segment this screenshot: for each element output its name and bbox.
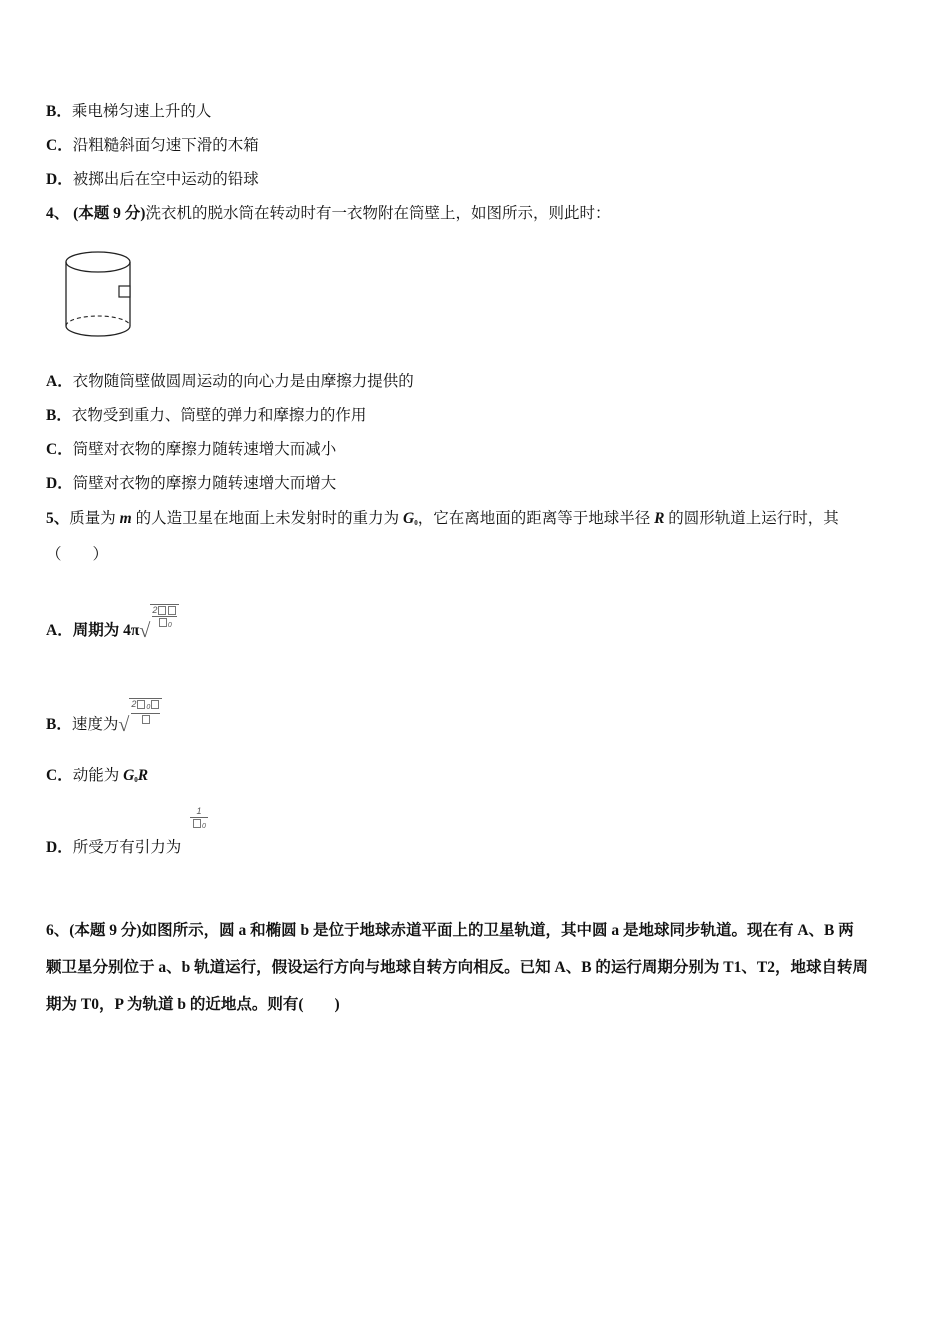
- cylinder-figure: [62, 248, 136, 340]
- question-number: 5、: [46, 510, 70, 527]
- question-number: 6、: [46, 922, 70, 939]
- option-text: 周期为 4π: [72, 622, 140, 639]
- var-r: R: [137, 767, 149, 784]
- q6-line-1: [46, 921, 854, 941]
- option-text: 乘电梯匀速上升的人: [71, 103, 212, 120]
- q4-option-b: [46, 406, 366, 426]
- question-text: 洗衣机的脱水筒在转动时有一衣物附在筒壁上，如图所示，则此时：: [145, 205, 611, 222]
- frac-numerator: 1: [196, 806, 202, 816]
- sqrt-icon: √: [118, 714, 130, 736]
- option-label: A．: [46, 373, 73, 390]
- sqrt-icon: √: [139, 620, 151, 642]
- question-text: 如图所示，圆 a 和椭圆 b 是位于地球赤道平面上的卫星轨道，其中圆 a 是地球同步轨道。现在有 A、B 两: [141, 922, 854, 939]
- option-label: B．: [46, 103, 72, 120]
- option-text: 筒壁对衣物的摩擦力随转速增大而增大: [72, 475, 337, 492]
- q5-option-a: [46, 604, 179, 641]
- cloth-icon: [119, 286, 130, 297]
- option-text: 衣物受到重力、筒壁的弹力和摩擦力的作用: [71, 407, 367, 424]
- var-r: R: [654, 510, 665, 527]
- option-label: B．: [46, 716, 72, 733]
- subscript: 0: [146, 704, 151, 711]
- question-score: (本题 9 分): [73, 205, 146, 222]
- q5-blank: （ ）: [46, 546, 109, 563]
- stem-text: 的圆形轨道上运行时，其: [664, 510, 839, 527]
- stem-text: ，它在离地面的距离等于地球半径: [417, 510, 655, 527]
- stem-text: 的人造卫星在地面上未发射时的重力为: [131, 510, 403, 527]
- question-number: 4、: [46, 205, 70, 222]
- q3-option-c: [46, 136, 259, 156]
- question-score: (本题 9 分): [69, 922, 142, 939]
- option-text: 沿粗糙斜面匀速下滑的木箱: [72, 137, 259, 154]
- subscript: 0: [167, 622, 172, 629]
- frac-numerator: 2: [131, 699, 137, 709]
- q5-stem: [46, 509, 839, 533]
- q4-option-a: [46, 372, 414, 392]
- q3-option-d: [46, 170, 259, 190]
- option-label: D．: [46, 839, 73, 856]
- option-label: C．: [46, 137, 73, 154]
- q5-option-d: [46, 838, 181, 858]
- sqrt-formula-a: [139, 604, 179, 641]
- option-text: 被掷出后在空中运动的铅球: [72, 171, 259, 188]
- option-text: 动能为: [72, 767, 124, 784]
- q4-stem: [46, 204, 610, 224]
- q6-line-2: 颗卫星分别位于 a、b 轨道运行，假设运行方向与地球自转方向相反。已知 A、B 的运行周期分别为 T1、T2，地球自转周: [46, 959, 868, 976]
- option-label: D．: [46, 171, 73, 188]
- subscript: 0: [202, 823, 206, 830]
- option-label: C．: [46, 441, 73, 458]
- sqrt-formula-b: [118, 698, 162, 735]
- subscript: 0: [134, 776, 138, 784]
- var-g: G: [123, 767, 135, 784]
- q5-option-b: [46, 698, 162, 735]
- option-label: B．: [46, 407, 72, 424]
- option-text: 筒壁对衣物的摩擦力随转速增大而减小: [72, 441, 337, 458]
- option-text: 所受万有引力为: [72, 839, 182, 856]
- var-g: G: [402, 510, 415, 527]
- option-text: 衣物随筒壁做圆周运动的向心力是由摩擦力提供的: [72, 373, 414, 390]
- option-text: 速度为: [71, 716, 119, 733]
- stem-text: 质量为: [69, 510, 120, 527]
- fraction-formula-d: [190, 806, 208, 832]
- option-label: D．: [46, 475, 73, 492]
- subscript: 0: [414, 519, 418, 527]
- q5-option-c: [46, 766, 148, 790]
- q6-line-3: 期为 T0，P 为轨道 b 的近地点。则有( ): [46, 996, 340, 1013]
- q4-option-c: [46, 440, 336, 460]
- var-m: m: [119, 510, 132, 527]
- q3-option-b: [46, 102, 211, 122]
- q4-option-d: [46, 474, 336, 494]
- frac-numerator: 2: [152, 605, 158, 615]
- option-label: C．: [46, 767, 73, 784]
- option-label: A．: [46, 622, 73, 639]
